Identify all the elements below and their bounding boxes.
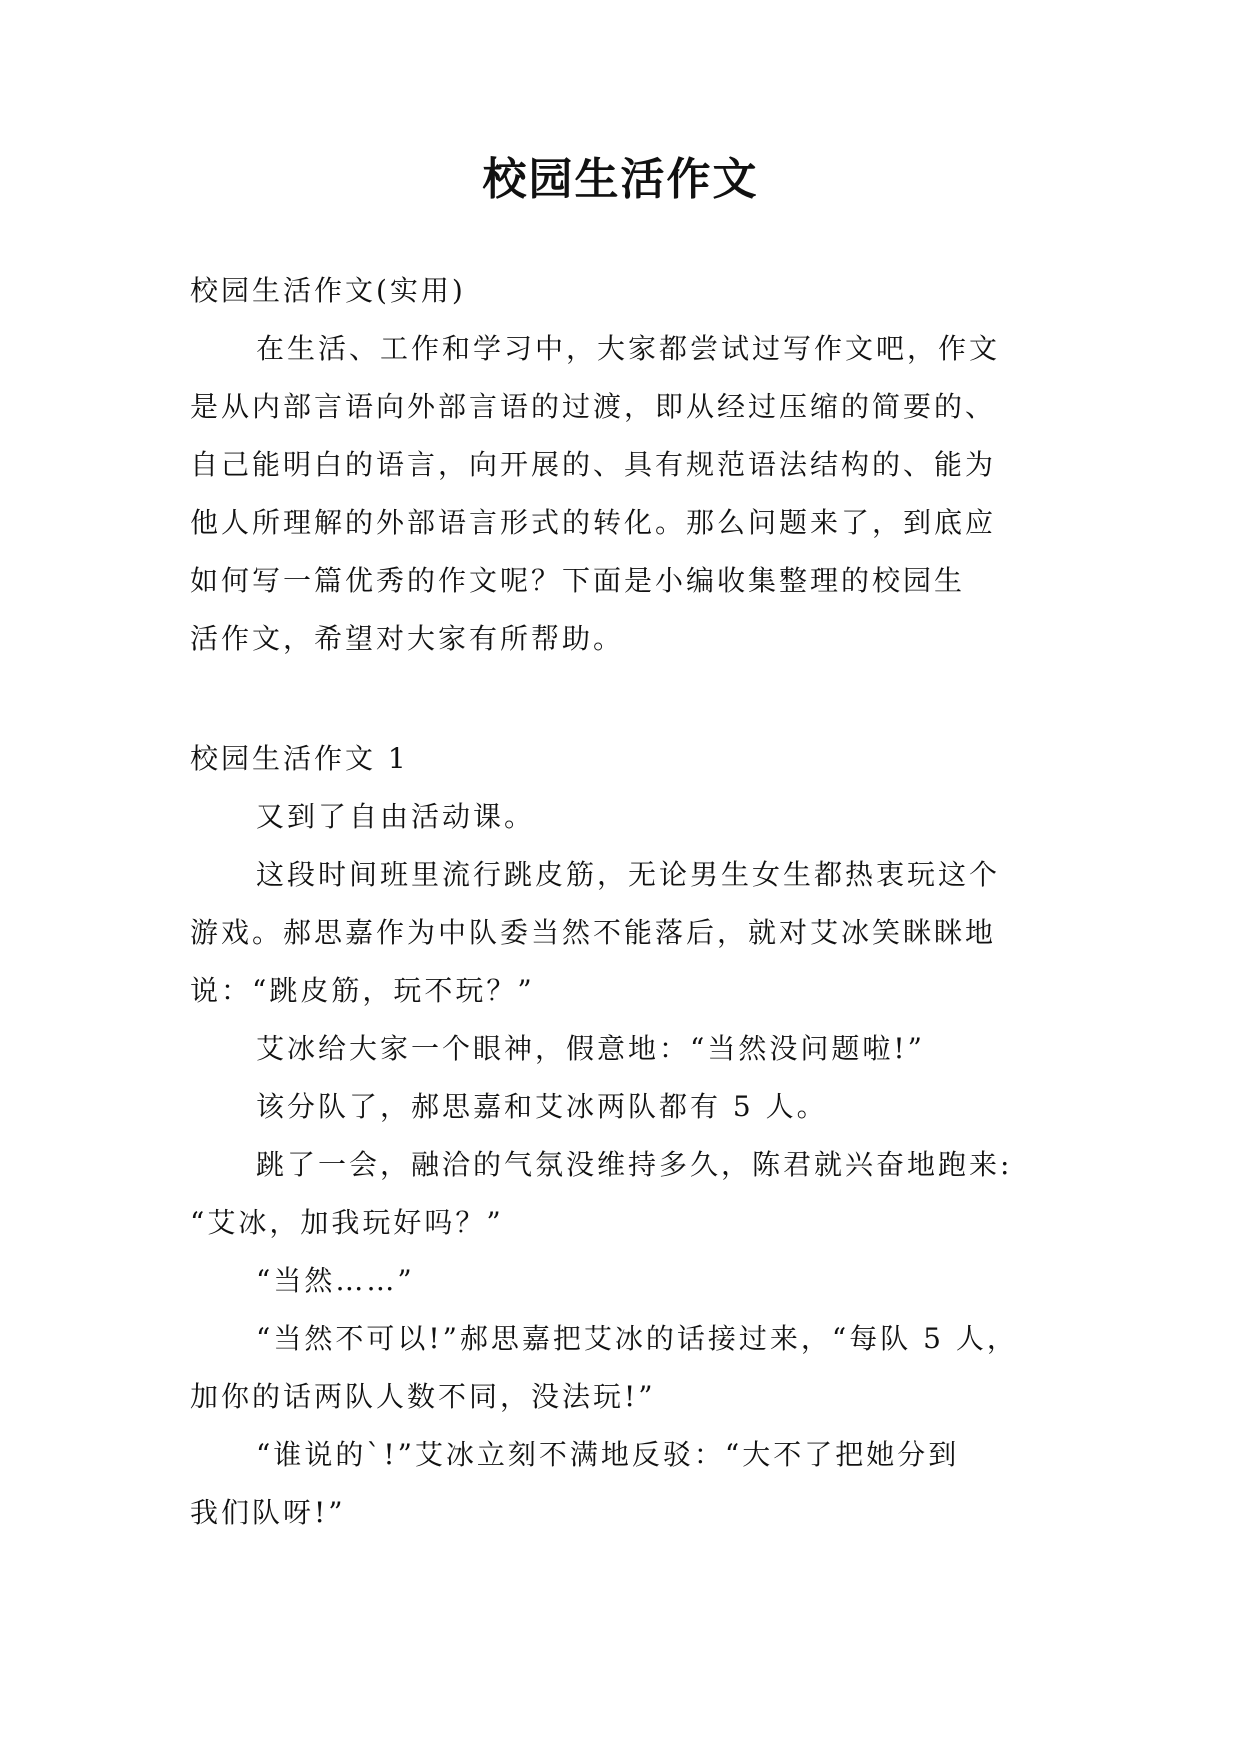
intro-paragraph-line: 自己能明白的语言，向开展的、具有规范语法结构的、能为 [190, 448, 997, 481]
essay-paragraph-line: 我们队呀!” [190, 1496, 346, 1529]
essay-heading: 校园生活作文 1 [190, 742, 409, 775]
essay-paragraph-line: “艾冰，加我玩好吗？” [190, 1206, 504, 1239]
document-body [190, 262, 1070, 1542]
essay-paragraph-line: 这段时间班里流行跳皮筋，无论男生女生都热衷玩这个 [256, 858, 1001, 891]
essay-paragraph-line: 跳了一会，融洽的气氛没维持多久，陈君就兴奋地跑来: [256, 1148, 1013, 1181]
essay-paragraph-line: “当然不可以!”郝思嘉把艾冰的话接过来，“每队 5 人， [256, 1322, 1018, 1355]
intro-heading: 校园生活作文(实用) [190, 274, 466, 307]
section-spacer [190, 668, 1070, 730]
essay-paragraph-line: “当然……” [256, 1264, 415, 1297]
essay-paragraph-line: 说：“跳皮筋，玩不玩？” [190, 974, 535, 1007]
intro-paragraph-line: 他人所理解的外部语言形式的转化。那么问题来了，到底应 [190, 506, 997, 539]
essay-paragraph-line: 艾冰给大家一个眼神，假意地：“当然没问题啦!” [256, 1032, 925, 1065]
intro-paragraph-line: 活作文，希望对大家有所帮助。 [190, 622, 625, 655]
essay-paragraph-line: 加你的话两队人数不同，没法玩!” [190, 1380, 656, 1413]
essay-paragraph-line: 又到了自由活动课。 [256, 800, 536, 833]
intro-paragraph-line: 在生活、工作和学习中，大家都尝试过写作文吧，作文 [256, 332, 1001, 365]
document-title: 校园生活作文 [482, 154, 759, 205]
intro-paragraph-line: 是从内部言语向外部言语的过渡，即从经过压缩的简要的、 [190, 390, 997, 423]
essay-paragraph-line: “谁说的`!”艾冰立刻不满地反驳：“大不了把她分到 [256, 1438, 960, 1471]
essay-paragraph-line: 该分队了，郝思嘉和艾冰两队都有 5 人。 [256, 1090, 828, 1123]
intro-paragraph-line: 如何写一篇优秀的作文呢？下面是小编收集整理的校园生 [190, 564, 966, 597]
essay-paragraph-line: 游戏。郝思嘉作为中队委当然不能落后，就对艾冰笑眯眯地 [190, 916, 997, 949]
